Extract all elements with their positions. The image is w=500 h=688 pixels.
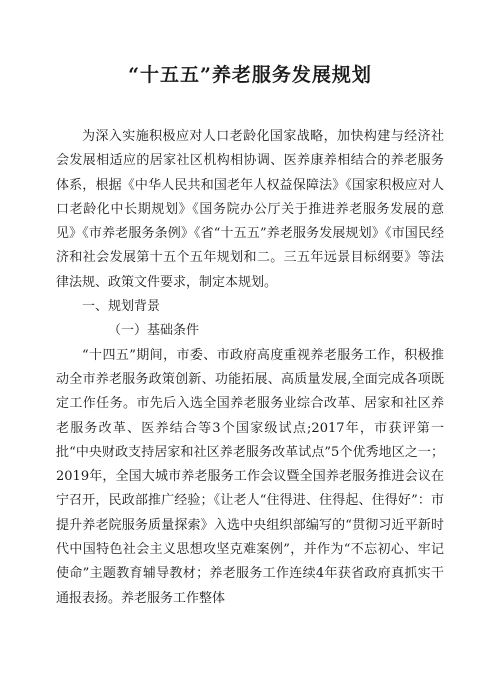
document-title: “十五五”养老服务发展规划 [128, 64, 372, 86]
body-paragraph: “十四五”期间，市委、市政府高度重视养老服务工作，积极推动全市养老服务政策创新、功能拓展、高质量发展,全面完成各项既定工作任务。市先后入选全国养老服务业综合改革、居家和社区养老服务改革、医养结合等3个国家级试点;2017年，市获评第一批“中央财政支持居家和社区养老服务改革试点”5个优秀地区之一；2019年，全国大城市养老服务工作会议暨全国养老服务推进会议在宁召开，民政部推广经验；《让老人“住得进、住得起、住得好”：市提升养老院服务质量探索》入选中央组织部编写的“贯彻习近平新时代中国特色社会主义思想攻坚克难案例”，并作为“不忘初心、牢记使命”主题教育辅导教材；养老服务工作连续4年获省政府真抓实干通报表扬。养老服务工作整体 [56, 347, 444, 606]
intro-paragraph: 为深入实施积极应对人口老龄化国家战略，加快构建与经济社会发展相适应的居家社区机构相协调、医养康养相结合的养老服务体系，根据《中华人民共和国老年人权益保障法》《国家积极应对人口老龄化中长期规划》《国务院办公厅关于推进养老服务发展的意见》《市养老服务条例》《省“十五五”养老服务发展规划》《市国民经济和社会发展第十五个五年规划和二。三五年远景目标纲要》等法律法规、政策文件要求，制定本规划。 [56, 129, 444, 290]
section-heading-background: 一、规划背景 [82, 299, 161, 315]
subsection-heading-foundation: （一）基础条件 [108, 323, 200, 339]
